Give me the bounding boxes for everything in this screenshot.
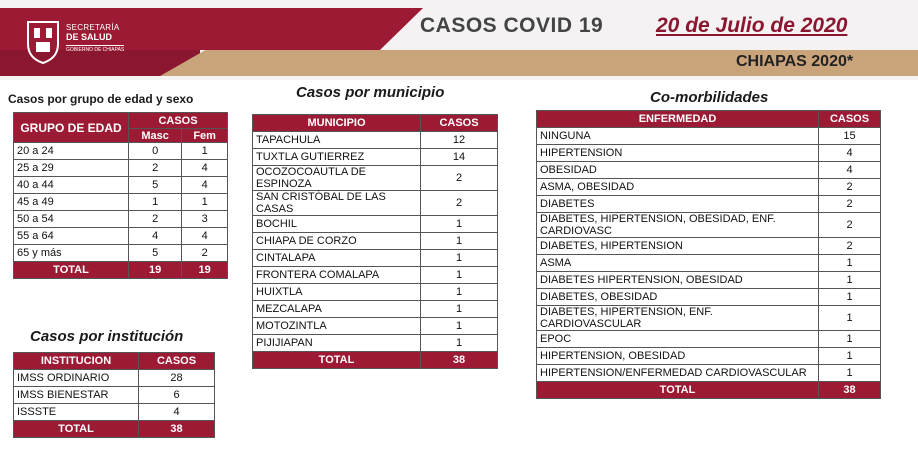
casos-cell: 2 [819,238,881,255]
casos-cell: 14 [421,149,498,166]
muni-table-title: Casos por municipio [296,84,445,101]
table-row [253,132,498,149]
municipio-name-cell: BOCHIL [253,216,421,233]
total-label: TOTAL [14,421,139,438]
region-subtitle: CHIAPAS 2020* [736,53,854,70]
page-title: CASOS COVID 19 [420,14,604,37]
casos-cell: 12 [421,132,498,149]
table-row [537,348,881,365]
total-label: TOTAL [14,262,129,279]
secretaria-salud-logo-icon [26,18,60,64]
table-row [537,255,881,272]
table-row [14,370,215,387]
casos-cell: 4 [819,145,881,162]
casos-cell: 1 [819,331,881,348]
casos-cell: 4 [819,162,881,179]
table-row [14,387,215,404]
municipio-name-cell: MOTOZINTLA [253,318,421,335]
casos-cell: 6 [139,387,215,404]
total-value: 38 [819,382,881,399]
casos-cell: 15 [819,128,881,145]
table-row [537,238,881,255]
age-table-title: Casos por grupo de edad y sexo [8,92,194,106]
institution-table [13,352,215,438]
age-group-cell: 20 a 24 [14,143,129,160]
enfermedad-name-cell: HIPERTENSION, OBESIDAD [537,348,819,365]
col-header-municipio: MUNICIPIO [253,115,421,132]
header-banner [0,0,918,80]
table-row [14,194,228,211]
col-header-casos: CASOS [129,113,228,129]
institution-name-cell: ISSSTE [14,404,139,421]
table-row [253,318,498,335]
casos-cell: 1 [819,306,881,331]
age-group-cell: 65 y más [14,245,129,262]
table-row [537,162,881,179]
enfermedad-name-cell: HIPERTENSION/ENFERMEDAD CARDIOVASCULAR [537,365,819,382]
col-header-institucion: INSTITUCION [14,353,139,370]
total-label: TOTAL [537,382,819,399]
enfermedad-name-cell: DIABETES HIPERTENSION, OBESIDAD [537,272,819,289]
table-row [253,284,498,301]
age-total-row [14,262,228,279]
enfermedad-name-cell: DIABETES, HIPERTENSION, OBESIDAD, ENF. CARDIOVASC [537,213,819,238]
casos-cell: 1 [421,216,498,233]
col-header-group: GRUPO DE EDAD [14,113,129,143]
col-header-casos: CASOS [819,111,881,128]
table-row [253,335,498,352]
casos-cell: 28 [139,370,215,387]
age-sex-table [13,112,228,279]
municipio-name-cell: CHIAPA DE CORZO [253,233,421,250]
age-group-cell: 25 a 29 [14,160,129,177]
institution-name-cell: IMSS ORDINARIO [14,370,139,387]
logo-line1: SECRETARÍA [66,23,120,32]
enfermedad-name-cell: DIABETES, HIPERTENSION, ENF. CARDIOVASCULAR [537,306,819,331]
total-masc: 19 [129,262,182,279]
casos-cell: 1 [421,301,498,318]
masc-cell: 2 [129,160,182,177]
municipio-table [252,114,498,369]
masc-cell: 1 [129,194,182,211]
casos-cell: 2 [819,196,881,213]
municipio-name-cell: PIJIJIAPAN [253,335,421,352]
municipio-name-cell: TAPACHULA [253,132,421,149]
table-row [537,145,881,162]
masc-cell: 4 [129,228,182,245]
col-header-masc: Masc [129,129,182,143]
enfermedad-name-cell: DIABETES, OBESIDAD [537,289,819,306]
casos-cell: 2 [421,166,498,191]
table-row [14,177,228,194]
col-header-casos: CASOS [421,115,498,132]
fem-cell: 4 [182,228,228,245]
table-row [14,228,228,245]
fem-cell: 2 [182,245,228,262]
age-group-cell: 45 a 49 [14,194,129,211]
muni-total-row [253,352,498,369]
table-row [537,179,881,196]
table-row [537,196,881,213]
enfermedad-name-cell: DIABETES [537,196,819,213]
como-total-row [537,382,881,399]
municipio-name-cell: TUXTLA GUTIERREZ [253,149,421,166]
institution-name-cell: IMSS BIENESTAR [14,387,139,404]
table-row [14,211,228,228]
municipio-name-cell: MEZCALAPA [253,301,421,318]
table-row [253,233,498,250]
table-row [253,191,498,216]
table-row [253,149,498,166]
total-value: 38 [421,352,498,369]
table-row [537,213,881,238]
como-table-title: Co-morbilidades [650,89,769,106]
fem-cell: 1 [182,194,228,211]
casos-cell: 2 [421,191,498,216]
table-row [537,331,881,348]
fem-cell: 4 [182,177,228,194]
logo-line3: GOBIERNO DE CHIAPAS [66,46,125,53]
casos-cell: 1 [421,335,498,352]
casos-cell: 1 [819,348,881,365]
age-group-cell: 50 a 54 [14,211,129,228]
casos-cell: 1 [819,289,881,306]
municipio-name-cell: FRONTERA COMALAPA [253,267,421,284]
municipio-name-cell: OCOZOCOAUTLA DE ESPINOZA [253,166,421,191]
table-row [14,245,228,262]
fem-cell: 4 [182,160,228,177]
fem-cell: 3 [182,211,228,228]
table-row [14,143,228,160]
casos-cell: 1 [819,365,881,382]
casos-cell: 1 [421,250,498,267]
casos-cell: 1 [421,233,498,250]
table-row [253,301,498,318]
table-row [253,166,498,191]
table-row [537,128,881,145]
enfermedad-name-cell: OBESIDAD [537,162,819,179]
casos-cell: 4 [139,404,215,421]
table-row [253,267,498,284]
col-header-casos: CASOS [139,353,215,370]
masc-cell: 5 [129,245,182,262]
enfermedad-name-cell: EPOC [537,331,819,348]
masc-cell: 0 [129,143,182,160]
col-header-fem: Fem [182,129,228,143]
age-group-cell: 40 a 44 [14,177,129,194]
masc-cell: 2 [129,211,182,228]
total-fem: 19 [182,262,228,279]
municipio-name-cell: SAN CRISTÓBAL DE LAS CASAS [253,191,421,216]
total-label: TOTAL [253,352,421,369]
inst-table-title: Casos por institución [30,328,184,345]
table-row [253,250,498,267]
table-row [537,272,881,289]
col-header-enfermedad: ENFERMEDAD [537,111,819,128]
table-row [14,160,228,177]
casos-cell: 1 [421,284,498,301]
casos-cell: 2 [819,213,881,238]
fem-cell: 1 [182,143,228,160]
age-group-cell: 55 a 64 [14,228,129,245]
inst-total-row [14,421,215,438]
casos-cell: 1 [819,272,881,289]
table-row [14,404,215,421]
table-row [537,365,881,382]
enfermedad-name-cell: DIABETES, HIPERTENSION [537,238,819,255]
casos-cell: 1 [421,267,498,284]
enfermedad-name-cell: ASMA [537,255,819,272]
casos-cell: 1 [819,255,881,272]
municipio-name-cell: CINTALAPA [253,250,421,267]
report-date: 20 de Julio de 2020 [656,14,848,37]
comorbilidades-table [536,110,881,399]
casos-cell: 2 [819,179,881,196]
logo-text [66,24,124,53]
masc-cell: 5 [129,177,182,194]
enfermedad-name-cell: ASMA, OBESIDAD [537,179,819,196]
enfermedad-name-cell: HIPERTENSION [537,145,819,162]
table-row [537,306,881,331]
casos-cell: 1 [421,318,498,335]
logo-line2: DE SALUD [66,31,113,42]
table-row [537,289,881,306]
enfermedad-name-cell: NINGUNA [537,128,819,145]
table-row [253,216,498,233]
municipio-name-cell: HUIXTLA [253,284,421,301]
total-value: 38 [139,421,215,438]
